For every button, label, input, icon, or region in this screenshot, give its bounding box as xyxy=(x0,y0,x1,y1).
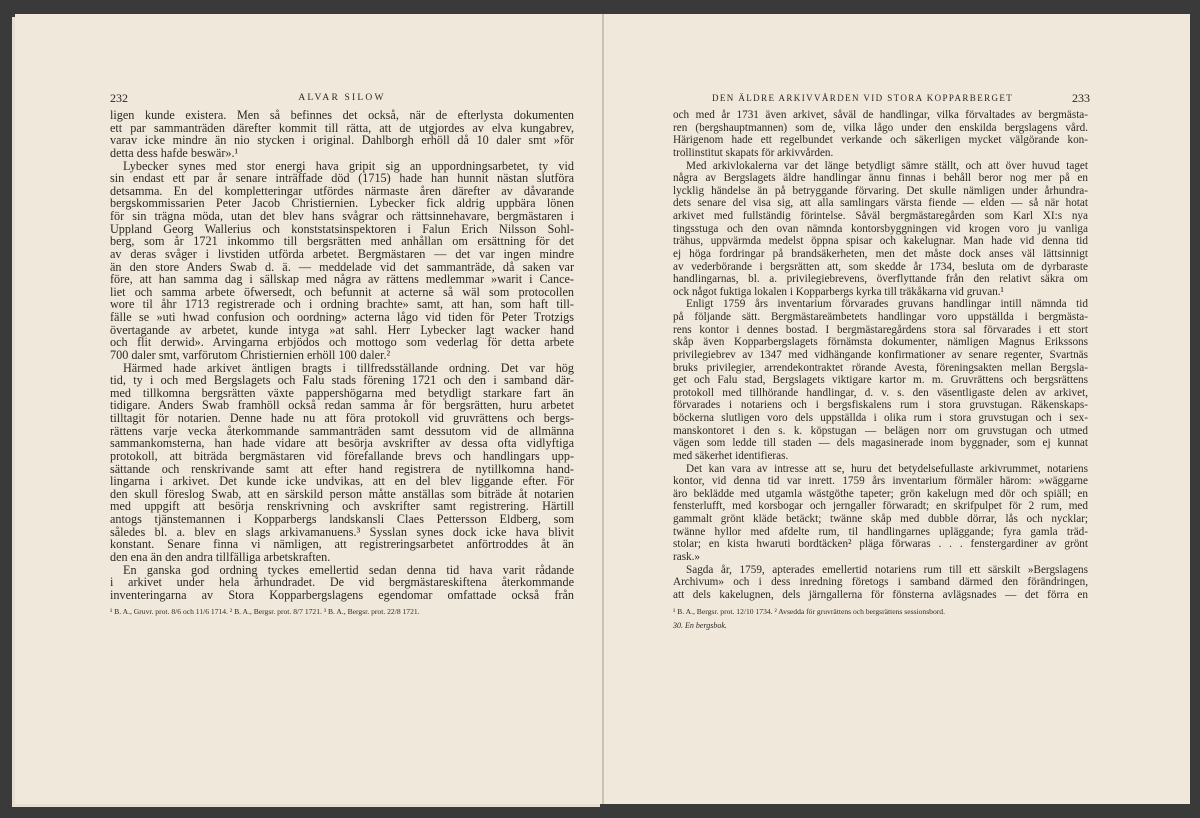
text-line: med uppgift att besörja renskrivning och avskrifter samt registrering. Härtill xyxy=(110,499,574,514)
text-line: än den store Anders Swab d. ä. — meddelade vid det sammanträde, då saken var xyxy=(110,259,574,274)
text-line: rask.» xyxy=(673,550,701,563)
text-line: tilltagit för notarien. Denne hade nu att föra protokoll vid gruvrättens och bergs- xyxy=(110,411,574,425)
text-line: Det kan vara av intresse att se, huru det betydelsefullaste arkivrummet, notariens xyxy=(686,462,1088,475)
text-line: tid, ty i och med Bergslagets och Falu stads förening 1721 och den i samband där- xyxy=(110,373,574,388)
text-line: den ena än den andra tillfälliga arbetskraften. xyxy=(110,549,331,564)
text-line: manskontoret i den s. k. köpstugan — belägen norr om gruvstugan och utmed xyxy=(673,424,1088,437)
text-line: före, att han samma dag i sällskap med några av rättens medlemmar »warit i Cance- xyxy=(110,272,574,287)
text-line: fensterlufft, med korsbogar och jerngaller förwaradt; en skrifpulpet för 2 rum, med xyxy=(673,500,1088,513)
text-line: skåp även Kopparbergslagets förnämsta dokumenter, nämligen Magnus Erikssons xyxy=(673,336,1088,349)
text-line: några av Bergslagets äldre handlingar ännu finnas i behåll beror nog mer på en xyxy=(673,172,1088,185)
text-line: Archivum» och i dess inredning företogs i samband därmed den förändringen, xyxy=(673,576,1088,589)
text-line: att dels kakelugnen, dels järngallerna för fönsterna avlägsnades — det förra en xyxy=(673,588,1088,601)
text-line: lingarna i arkivet. Det kunde icke undvikas, att en del blev liggande efter. För xyxy=(110,474,574,489)
left-body-text xyxy=(110,109,574,601)
text-line: med tillkomna bergsrätten växte pappershögarna med betydligt starkare fart än xyxy=(110,385,574,400)
text-line: 700 daler smt, varförutom Christiernien erhöll 100 daler.² xyxy=(110,347,391,362)
signature-mark: 30. En bergsbok. xyxy=(673,621,727,630)
text-line: wore til åhr 1713 registrerade och i ordning brachte» samt, att han, som haft till- xyxy=(110,297,574,312)
text-line: konstant. Senare finna vi nämligen, att registreringsarbetet anförtroddes åt än xyxy=(110,537,574,552)
left-page-number: 232 xyxy=(110,91,128,105)
right-page-number: 233 xyxy=(1072,91,1090,105)
text-line: liet och samma arbete öfwersedt, och befunnit at acterne så wäl som protocollen xyxy=(110,284,574,299)
text-line: Sagda år, 1759, apterades emellertid notariens rum till ett särskilt »Bergslagens xyxy=(686,563,1088,576)
text-line: för sin trägna möda, utan det blev hans svågrar och rättsinnehavare, bergmästaren i xyxy=(110,209,574,223)
text-line: dets senare del visa sig, att alla samlingars värsta fiende — elden — så när hotat xyxy=(673,197,1088,210)
text-line: rens kontor i dennes bostad. I bergmästaregårdens stora sal förvarades i ett stort xyxy=(673,323,1088,336)
text-line: twänne hyllor med afdelte rum, til handlingarnes upläggande; fyra gamla träd- xyxy=(673,525,1088,538)
text-line: av vederbörande i bergsrätten att, som skedde år 1734, besluta om de dyrbaraste xyxy=(673,260,1088,273)
left-running-head: ALVAR SILOW xyxy=(298,93,386,103)
text-line: lycklig händelse än på betryggande förvaring. Det skulle nämligen under århundra- xyxy=(673,184,1088,197)
text-line: handlingarnas, bl. a. privilegiebrevens, överflyttande från den relativt säkra om xyxy=(673,273,1088,286)
text-line: böckerna slutligen voro dels uppställda i olika rum i stora gruvstugan och i sex- xyxy=(673,412,1088,424)
text-line: arkivet med fullständig förintelse. Såväl bergmästaregården som Karl XI:s nya xyxy=(673,210,1088,222)
right-footnotes: ¹ B. A., Bergsr. prot. 12/10 1734. ² Avsedda för gruvrättens och bergsrättens sessionsbord. xyxy=(673,607,945,616)
text-line: bruks privilegier, arrendekontraktet rörande Avesta, föreningsakten mellan Bergsla- xyxy=(673,361,1088,374)
text-line: sin endast ett par år senare inträffade död (1715) hade han hunnit nästan slutföra xyxy=(110,171,574,186)
text-line: således bl. a. blev en slags arkivamanuens.³ Sysslan synes dock icke hava blivit xyxy=(110,524,574,539)
text-line: ligen kunde existera. Men så befinnes det också, när de efterlysta dokumenten xyxy=(110,108,574,122)
right-body-text xyxy=(673,109,1088,601)
book-spine xyxy=(602,14,604,804)
text-line: kontor, vid denna tid var inrett. 1759 års inventarium förmäler härom: »wäggarne xyxy=(673,475,1088,488)
text-line: bergskommissarien Peter Jacob Christiernien. Lybecker fick aldrig uppbära lönen xyxy=(110,196,574,211)
text-line: privilegiebrev av 1347 med vidhängande konfirmationer av senare regenter, Svartnäs xyxy=(673,348,1088,361)
text-line: Med arkivlokalerna var det länge betydligt sämre ställt, och att över huvud taget xyxy=(686,159,1088,172)
text-line: den skull föreslog Swab, att en särskild person måtte anställas som biträde åt notarien xyxy=(110,486,574,501)
text-line: ock något fuktiga lokalen i Kopparbergs kyrka till träkåkarna vid gruvan.¹ xyxy=(673,285,1004,298)
text-line: protokoll med tillhörande handlingar, d. v. s. den väsentligaste delen av arkivet, xyxy=(673,386,1088,399)
text-line: Uppland Georg Wallerius och konststatsinspektoren i Falun Erich Nilsson Sohl- xyxy=(110,221,574,236)
text-line: detta dess hafde beswär».¹ xyxy=(110,145,239,160)
text-line: och flit derwid». Arvingarna erbjödos och mottogo som vederlag för detta arbete xyxy=(110,335,574,350)
text-line: trollinstitut skapats för arkivvården. xyxy=(673,146,834,159)
text-line: i arkivet under hela århundradet. De vid bergmästareskiftena återkommande xyxy=(110,575,574,590)
text-line: och med år 1731 även arkivet, såväl de handlingar, vilka förvaltades av bergmästa- xyxy=(673,109,1088,121)
text-line: protokoll, att biträda bergmästaren vid förefallande brevs och handlingars upp- xyxy=(110,448,574,463)
text-line: get och Falu stad, Bergslagets viktigare kartor m. m. Gruvrättens och bergsrättens xyxy=(673,374,1088,387)
text-line: ej höga fordringar på brandsäkerheten, men det måste dock anses väl lättsinnigt xyxy=(673,247,1088,260)
text-line: övertagande av arbetet, kunde intyga »at sahl. Herr Lybecker lagt wacker hand xyxy=(110,322,574,337)
text-line: Enligt 1759 års inventarium förvarades gruvans handlingar intill nämnda tid xyxy=(686,298,1088,311)
right-running-head: DEN ÄLDRE ARKIVVÅRDEN VID STORA KOPPARBERGET xyxy=(712,93,1014,103)
text-line: med säkerhet identifieras. xyxy=(673,449,789,462)
text-line: fälle se »uti hwad confusion och oordning» acterna lågo vid tiden för Peter Trotzigs xyxy=(110,310,574,324)
text-line: tidigare. Anders Swab framhöll också redan samma år för bergsrätten, huru arbetet xyxy=(110,398,574,413)
text-line: vägen som ledde till staden — dels magasinerade inom byggnader, som ej kunnat xyxy=(673,437,1088,450)
left-footnotes: ¹ B. A., Gruvr. prot. 8/6 och 11/6 1714. ² B. A., Bergsr. prot. 8/7 1721. ³ B. A., Bergsr. prot. 22/8 1721. xyxy=(110,607,420,616)
text-line: gammalt grönt kläde betäckt; twänne skåp med dubble dörrar, lås och nycklar; xyxy=(673,513,1088,525)
text-line: ett par sammanträden därefter kommit till rätta, att de utgjordes av elva kungabrev, xyxy=(110,120,574,135)
text-line: Härigenom hade ett regelbundet verkande och säkerligen mycket välgörande kon- xyxy=(673,134,1088,147)
text-line: sättande och renskrivande samt att efter hand registrera de nytillkomna hand- xyxy=(110,461,574,476)
text-line: detsamma. En del kompletteringar utfördes närmaste åren därefter av dåvarande xyxy=(110,183,574,198)
text-line: berg, som år 1721 inkommo till bergsrätten med anhållan om ersättning för det xyxy=(110,234,574,249)
text-line: på följande sätt. Bergmästareämbetets handlingar voro uppställda i bergmästa- xyxy=(673,311,1088,323)
text-line: trähus, uppvärmda medelst öppna spisar och kakelugnar. Man hade vid denna tid xyxy=(673,235,1088,248)
text-line: tingsstuga och den ovan nämnda kontorsbyggningen vid krogen voro ju vanliga xyxy=(673,222,1088,235)
text-line: förvarades i notariens och i bergsfiskalens rum i stora gruvstugan. Räkenskaps- xyxy=(673,399,1088,412)
text-line: En ganska god ordning tyckes emellertid sedan denna tid hava varit rådande xyxy=(123,562,574,577)
text-line: inventeringarna av Stora Kopparbergslagens egendomar omfattade också från xyxy=(110,587,574,602)
text-line: sammankomsterna, han hade vidare att besörja avskrifter av dessa ofta vidlyftiga xyxy=(110,436,574,451)
text-line: Lybecker synes med stor energi hava gripit sig an uppordningsarbetet, ty vid xyxy=(123,158,574,173)
text-line: varav icke mindre än nio stycken i original. Dahlborgh erhöll då 10 daler smt »för xyxy=(110,133,574,148)
text-line: äro beklädde med utgamla wästgöthe tapeter; grön kakelugn med dör och spiäll; en xyxy=(673,487,1088,500)
text-line: rättens varje vecka återkommande sammanträden samt dessutom vid de allmänna xyxy=(110,423,574,438)
text-line: av deras svåger i livstiden utförda arbetet. Bergmästaren — det var ingen mindre xyxy=(110,246,574,261)
text-line: Härmed hade arkivet äntligen bragts i tillfredsställande ordning. Det var hög xyxy=(123,360,574,375)
text-line: antogs tjänstemannen i Kopparbergs landskansli Claes Pettersson Eldberg, som xyxy=(110,512,574,526)
text-line: ren (bergshauptmannen) som de, vilka lågo under den enskilda bergslagens vård. xyxy=(673,121,1088,134)
text-line: stolar; en kista hwaruti bordtäcken² pläga förwaras . . . fenstergardiner av grönt xyxy=(673,538,1088,551)
